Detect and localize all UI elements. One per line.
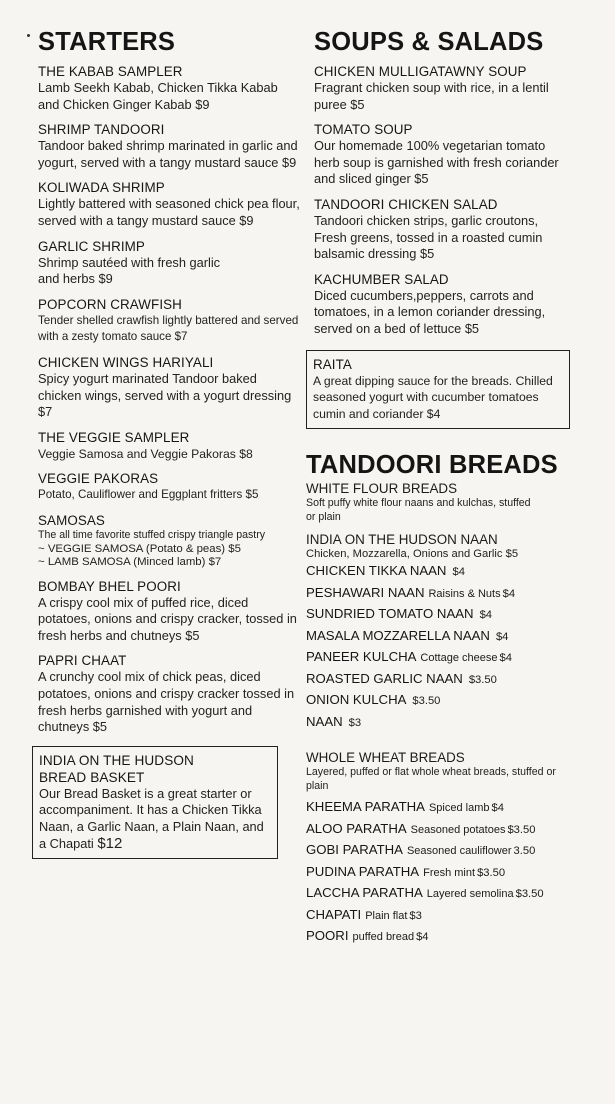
- bread-price: $4: [502, 587, 516, 600]
- item-name: SHRIMP TANDOORI: [38, 122, 165, 138]
- item-desc: Tandoor baked shrimp marinated in garlic and yogurt, served with a tangy mustard sauce $9: [38, 138, 298, 170]
- hudson-naan-desc: Chicken, Mozzarella, Onions and Garlic $5: [306, 547, 519, 560]
- bread-price: $4: [416, 931, 429, 944]
- bread-name: PESHAWARI NAAN: [306, 584, 425, 600]
- white-flour-desc: Soft puffy white flour naans and kulchas, stuffed or plain: [306, 497, 531, 523]
- bread-name: PUDINA PARATHA: [306, 863, 420, 879]
- bread-price: $4: [495, 630, 509, 643]
- raita-box: [306, 350, 570, 430]
- wheat-bread-list: [306, 797, 572, 948]
- item-name: SAMOSAS: [38, 512, 105, 528]
- hudson-naan-name: INDIA ON THE HUDSON NAAN: [306, 531, 498, 547]
- menu-item: [38, 354, 300, 421]
- bread-item: [306, 647, 572, 669]
- menu-item: [314, 196, 572, 263]
- bread-price: $3: [348, 716, 362, 729]
- item-desc: Spicy yogurt marinated Tandoor baked chicken wings, served with a yogurt dressing $7: [38, 370, 292, 420]
- bread-detail: Seasoned cauliflower: [406, 845, 512, 858]
- bread-name: POORI: [306, 928, 349, 944]
- bread-name: GOBI PARATHA: [306, 842, 403, 858]
- item-name: GARLIC SHRIMP: [38, 238, 145, 254]
- samosa-veggie: ~ VEGGIE SAMOSA (Potato & peas) $5: [38, 542, 241, 555]
- item-name: TOMATO SOUP: [314, 122, 413, 138]
- soups-title: SOUPS & SALADS: [314, 28, 544, 56]
- bread-detail: Layered semolina: [426, 888, 514, 901]
- menu-item: [38, 578, 300, 645]
- starters-title: STARTERS: [38, 28, 176, 56]
- bread-item: [306, 883, 572, 905]
- bread-name: ALOO PARATHA: [306, 820, 407, 836]
- bread-detail: Fresh mint: [423, 866, 476, 879]
- bread-item: [306, 862, 572, 884]
- bread-price: $3.50: [412, 695, 441, 708]
- raita-desc: A great dipping sauce for the breads. Chilled seasoned yogurt with cucumber tomatoes cumin and coriander $4: [313, 373, 553, 421]
- bread-price: $4: [491, 802, 504, 815]
- menu-item: [38, 470, 300, 504]
- item-desc: Potato, Cauliflower and Eggplant fritters $5: [38, 488, 259, 502]
- bread-item: [306, 797, 572, 819]
- bread-name: ONION KULCHA: [306, 692, 407, 708]
- item-name: PAPRI CHAAT: [38, 653, 127, 669]
- item-name: THE KABAB SAMPLER: [38, 64, 183, 79]
- bread-item: [306, 819, 572, 841]
- item-name: THE VEGGIE SAMPLER: [38, 429, 190, 445]
- bread-item: [306, 712, 572, 734]
- bread-price: $4: [452, 566, 465, 579]
- item-desc: Veggie Samosa and Veggie Pakoras $8: [38, 446, 253, 461]
- menu-item: [38, 296, 300, 346]
- bread-item: [306, 604, 572, 626]
- basket-name: INDIA ON THE HUDSON BREAD BASKET: [39, 752, 194, 785]
- menu-item: [38, 429, 300, 463]
- menu-item: [38, 121, 300, 171]
- item-desc: Diced cucumbers,peppers, carrots and tomatoes, in a lemon coriander dressing, served on a bed of lettuce $5: [314, 287, 546, 336]
- item-name: TANDOORI CHICKEN SALAD: [314, 196, 498, 212]
- whole-wheat-desc: Layered, puffed or flat whole wheat breads, stuffed or plain: [306, 766, 556, 792]
- bread-detail: Seasoned potatoes: [410, 823, 506, 836]
- white-bread-list: [306, 561, 572, 733]
- bread-name: SUNDRIED TOMATO NAAN: [306, 606, 474, 622]
- bread-price: 3.50: [513, 845, 536, 858]
- samosas-item: [38, 512, 300, 570]
- bread-item: [306, 583, 572, 605]
- basket-desc: [39, 786, 271, 852]
- bread-item: [306, 926, 572, 948]
- bread-price: $3.50: [515, 888, 544, 901]
- bread-price: $3.50: [477, 866, 506, 879]
- item-name: KOLIWADA SHRIMP: [38, 180, 165, 196]
- item-desc: Lightly battered with seasoned chick pea flour, served with a tangy mustard sauce $9: [38, 196, 300, 228]
- item-name: BOMBAY BHEL POORI: [38, 578, 181, 594]
- bread-name: MASALA MOZZARELLA NAAN: [306, 627, 490, 643]
- bread-item: [306, 669, 572, 691]
- item-desc: A crispy cool mix of puffed rice, diced potatoes, onions and crispy cracker, tossed in fresh herbs and chutneys $5: [38, 594, 297, 643]
- whole-wheat-title: WHOLE WHEAT BREADS: [306, 750, 465, 766]
- bread-price: $4: [499, 652, 512, 665]
- menu-item: [314, 271, 572, 338]
- basket-desc-text: Our Bread Basket is a great starter or accompaniment. It has a Chicken Tikka Naan, a Garlic Naan, a Plain Naan, and a Chapati: [39, 785, 264, 851]
- soups-breads-column: [306, 28, 572, 948]
- basket-price: $12: [97, 834, 123, 852]
- item-desc: Our homemade 100% vegetarian tomato herb soup is garnished with fresh coriander and sliced ginger $5: [314, 138, 559, 187]
- white-flour-section: [306, 480, 572, 733]
- item-name: CHICKEN WINGS HARIYALI: [38, 354, 214, 370]
- samosa-lamb: ~ LAMB SAMOSA (Minced lamb) $7: [38, 556, 222, 569]
- breads-title: TANDOORI BREADS: [306, 451, 558, 480]
- whole-wheat-section: [306, 749, 572, 948]
- bread-item: [306, 905, 572, 927]
- bread-basket-box: [32, 746, 278, 859]
- bread-price: $3: [409, 909, 422, 922]
- bread-item: [306, 690, 572, 712]
- bread-name: NAAN: [306, 713, 343, 729]
- bread-name: KHEEMA PARATHA: [306, 799, 425, 815]
- item-desc: A crunchy cool mix of chick peas, diced potatoes, onions and crispy cracker tossed in fresh herbs garnished with yogurt and chutneys $5: [38, 669, 295, 735]
- item-name: CHICKEN MULLIGATAWNY SOUP: [314, 64, 527, 79]
- item-desc: Tender shelled crawfish lightly battered and served with a zesty tomato sauce $7: [38, 313, 299, 344]
- bread-detail: Spiced lamb: [428, 802, 490, 815]
- starters-column: [38, 28, 300, 859]
- bread-detail: puffed bread: [352, 931, 415, 944]
- item-desc: Lamb Seekh Kabab, Chicken Tikka Kabab and Chicken Ginger Kabab $9: [38, 80, 278, 112]
- bread-name: LACCHA PARATHA: [306, 885, 423, 901]
- bread-price: $3.50: [468, 673, 497, 686]
- menu-item: [314, 121, 572, 188]
- bullet-dot: [27, 34, 30, 37]
- bread-item: [306, 840, 572, 862]
- bread-detail: Plain flat: [365, 909, 408, 922]
- bread-name: CHICKEN TIKKA NAAN: [306, 563, 447, 579]
- item-name: VEGGIE PAKORAS: [38, 471, 159, 487]
- bread-name: ROASTED GARLIC NAAN: [306, 670, 463, 686]
- menu-item: [38, 652, 300, 735]
- bread-price: $4: [479, 609, 493, 622]
- bread-name: CHAPATI: [306, 906, 362, 922]
- soups-list: [314, 63, 572, 338]
- item-desc: Fragrant chicken soup with rice, in a lentil puree $5: [314, 80, 549, 112]
- menu-item: [38, 238, 300, 288]
- bread-name: PANEER KULCHA: [306, 649, 417, 665]
- bread-detail: Cottage cheese: [420, 652, 498, 665]
- bread-detail: Raisins & Nuts: [428, 587, 501, 600]
- menu-item: [38, 63, 300, 113]
- bread-item: [306, 561, 572, 583]
- item-name: POPCORN CRAWFISH: [38, 296, 182, 312]
- item-desc: The all time favorite stuffed crispy triangle pastry: [38, 528, 266, 541]
- item-desc: Shrimp sautéed with fresh garlic and herbs $9: [38, 254, 221, 287]
- bread-item: [306, 626, 572, 648]
- item-desc: Tandoori chicken strips, garlic croutons, Fresh greens, tossed in a roasted cumin balsamic dressing $5: [314, 212, 543, 262]
- menu-item: [38, 179, 300, 229]
- bread-price: $3.50: [507, 823, 536, 836]
- raita-name: RAITA: [313, 356, 352, 372]
- menu-item: [314, 63, 572, 113]
- item-name: KACHUMBER SALAD: [314, 271, 449, 287]
- white-flour-title: WHITE FLOUR BREADS: [306, 481, 458, 497]
